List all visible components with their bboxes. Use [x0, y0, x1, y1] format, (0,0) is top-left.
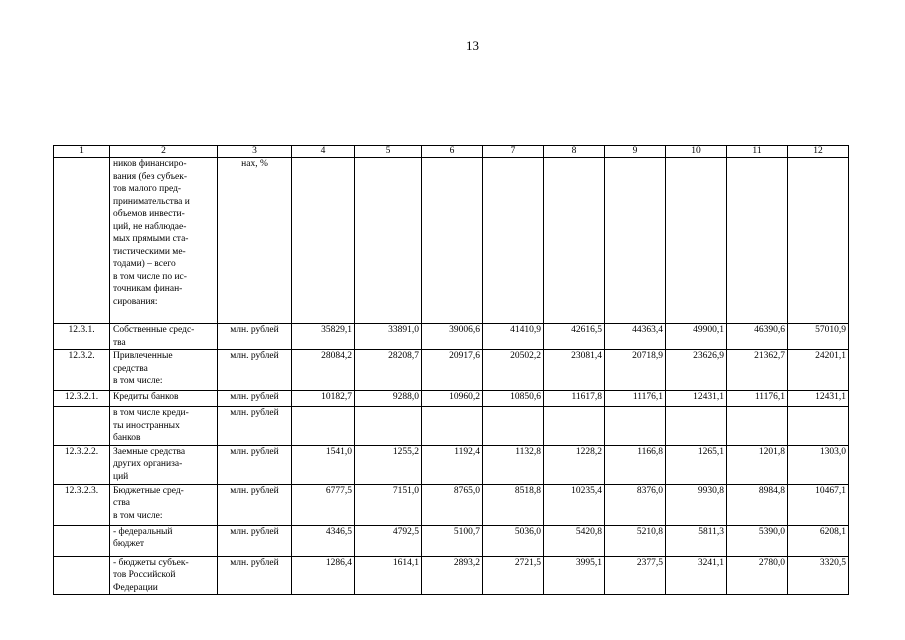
- value-cell: 10850,6: [483, 391, 544, 407]
- column-header: 7: [483, 146, 544, 158]
- value-cell: 20502,2: [483, 350, 544, 391]
- row-code: 12.3.2.1.: [54, 391, 110, 407]
- table-row: [54, 525, 849, 556]
- value-cell: [292, 407, 355, 446]
- value-cell: 2721,5: [483, 556, 544, 595]
- value-cell: 5036,0: [483, 525, 544, 556]
- value-cell: 20718,9: [605, 350, 666, 391]
- data-table: [53, 145, 849, 595]
- value-cell: 23626,9: [666, 350, 727, 391]
- value-cell: 23081,4: [544, 350, 605, 391]
- value-cell: 2377,5: [605, 556, 666, 595]
- row-unit: млн. рублей: [218, 407, 292, 446]
- value-cell: [544, 407, 605, 446]
- value-cell: 11176,1: [727, 391, 788, 407]
- value-cell: [422, 158, 483, 324]
- value-cell: 3241,1: [666, 556, 727, 595]
- page-number: 13: [466, 38, 479, 53]
- row-unit: млн. рублей: [218, 391, 292, 407]
- value-cell: 49900,1: [666, 324, 727, 350]
- value-cell: 3320,5: [788, 556, 849, 595]
- column-header: 1: [54, 146, 110, 158]
- value-cell: [605, 407, 666, 446]
- value-cell: 1265,1: [666, 445, 727, 484]
- table-row: [54, 158, 849, 324]
- value-cell: 12431,1: [788, 391, 849, 407]
- value-cell: 28084,2: [292, 350, 355, 391]
- row-indicator-name: Кредиты банков: [110, 391, 218, 407]
- value-cell: 10235,4: [544, 484, 605, 525]
- row-code: [54, 158, 110, 324]
- value-cell: [483, 407, 544, 446]
- row-code: [54, 556, 110, 595]
- column-header: 4: [292, 146, 355, 158]
- value-cell: 3995,1: [544, 556, 605, 595]
- table-row: [54, 350, 849, 391]
- table-row: [54, 484, 849, 525]
- value-cell: 9930,8: [666, 484, 727, 525]
- value-cell: 5420,8: [544, 525, 605, 556]
- value-cell: 8518,8: [483, 484, 544, 525]
- row-code: [54, 407, 110, 446]
- row-unit: нах, %: [218, 158, 292, 324]
- column-header: 5: [355, 146, 422, 158]
- value-cell: 44363,4: [605, 324, 666, 350]
- row-unit: млн. рублей: [218, 445, 292, 484]
- table-row: [54, 556, 849, 595]
- value-cell: [666, 158, 727, 324]
- value-cell: 46390,6: [727, 324, 788, 350]
- row-unit: млн. рублей: [218, 324, 292, 350]
- row-code: 12.3.2.3.: [54, 484, 110, 525]
- value-cell: 10960,2: [422, 391, 483, 407]
- value-cell: 1303,0: [788, 445, 849, 484]
- row-indicator-name: Привлеченные средства в том числе:: [110, 350, 218, 391]
- value-cell: 4792,5: [355, 525, 422, 556]
- value-cell: [727, 407, 788, 446]
- value-cell: 1255,2: [355, 445, 422, 484]
- column-header: 8: [544, 146, 605, 158]
- row-unit: млн. рублей: [218, 350, 292, 391]
- value-cell: 1541,0: [292, 445, 355, 484]
- row-unit: млн. рублей: [218, 556, 292, 595]
- value-cell: 5390,0: [727, 525, 788, 556]
- value-cell: 20917,6: [422, 350, 483, 391]
- value-cell: 11617,8: [544, 391, 605, 407]
- value-cell: 1192,4: [422, 445, 483, 484]
- value-cell: [483, 158, 544, 324]
- row-code: 12.3.2.: [54, 350, 110, 391]
- value-cell: 10467,1: [788, 484, 849, 525]
- value-cell: 11176,1: [605, 391, 666, 407]
- row-indicator-name: ников финансиро- вания (без субъек- тов малого пред- принимательства и объемов инвести- ций, не наблюдае- мых прямыми ста- тистическими ме- тодами) – всего в том числе по ис- точникам финан- сирования:: [110, 158, 218, 324]
- value-cell: 8765,0: [422, 484, 483, 525]
- row-unit: млн. рублей: [218, 525, 292, 556]
- table-row: [54, 391, 849, 407]
- value-cell: 5100,7: [422, 525, 483, 556]
- column-header: 10: [666, 146, 727, 158]
- value-cell: [666, 407, 727, 446]
- value-cell: 1286,4: [292, 556, 355, 595]
- value-cell: 1166,8: [605, 445, 666, 484]
- value-cell: 39006,6: [422, 324, 483, 350]
- value-cell: 8984,8: [727, 484, 788, 525]
- value-cell: 57010,9: [788, 324, 849, 350]
- value-cell: 41410,9: [483, 324, 544, 350]
- column-header: 6: [422, 146, 483, 158]
- row-indicator-name: - федеральный бюджет: [110, 525, 218, 556]
- value-cell: 8376,0: [605, 484, 666, 525]
- table-header-row: [54, 146, 849, 158]
- value-cell: 28208,7: [355, 350, 422, 391]
- column-header: 3: [218, 146, 292, 158]
- value-cell: 33891,0: [355, 324, 422, 350]
- value-cell: 1228,2: [544, 445, 605, 484]
- value-cell: [355, 158, 422, 324]
- row-code: 12.3.1.: [54, 324, 110, 350]
- value-cell: [544, 158, 605, 324]
- value-cell: 1201,8: [727, 445, 788, 484]
- value-cell: 21362,7: [727, 350, 788, 391]
- value-cell: [788, 407, 849, 446]
- row-indicator-name: - бюджеты субъек- тов Российской Федерации: [110, 556, 218, 595]
- row-code: [54, 525, 110, 556]
- value-cell: 24201,1: [788, 350, 849, 391]
- value-cell: 6208,1: [788, 525, 849, 556]
- row-indicator-name: Бюджетные сред- ства в том числе:: [110, 484, 218, 525]
- value-cell: 9288,0: [355, 391, 422, 407]
- column-header: 12: [788, 146, 849, 158]
- value-cell: 5210,8: [605, 525, 666, 556]
- value-cell: 6777,5: [292, 484, 355, 525]
- value-cell: 7151,0: [355, 484, 422, 525]
- table-row: [54, 445, 849, 484]
- row-indicator-name: Заемные средства других организа- ций: [110, 445, 218, 484]
- table-row: [54, 407, 849, 446]
- value-cell: 1614,1: [355, 556, 422, 595]
- column-header: 11: [727, 146, 788, 158]
- value-cell: 10182,7: [292, 391, 355, 407]
- value-cell: 35829,1: [292, 324, 355, 350]
- value-cell: [292, 158, 355, 324]
- value-cell: 2780,0: [727, 556, 788, 595]
- value-cell: [422, 407, 483, 446]
- value-cell: [355, 407, 422, 446]
- row-unit: млн. рублей: [218, 484, 292, 525]
- column-header: 9: [605, 146, 666, 158]
- value-cell: 5811,3: [666, 525, 727, 556]
- value-cell: [605, 158, 666, 324]
- value-cell: 2893,2: [422, 556, 483, 595]
- value-cell: [788, 158, 849, 324]
- column-header: 2: [110, 146, 218, 158]
- value-cell: [727, 158, 788, 324]
- row-indicator-name: Собственные средс- тва: [110, 324, 218, 350]
- value-cell: 12431,1: [666, 391, 727, 407]
- table-row: [54, 324, 849, 350]
- row-code: 12.3.2.2.: [54, 445, 110, 484]
- value-cell: 1132,8: [483, 445, 544, 484]
- value-cell: 4346,5: [292, 525, 355, 556]
- row-indicator-name: в том числе креди- ты иностранных банков: [110, 407, 218, 446]
- value-cell: 42616,5: [544, 324, 605, 350]
